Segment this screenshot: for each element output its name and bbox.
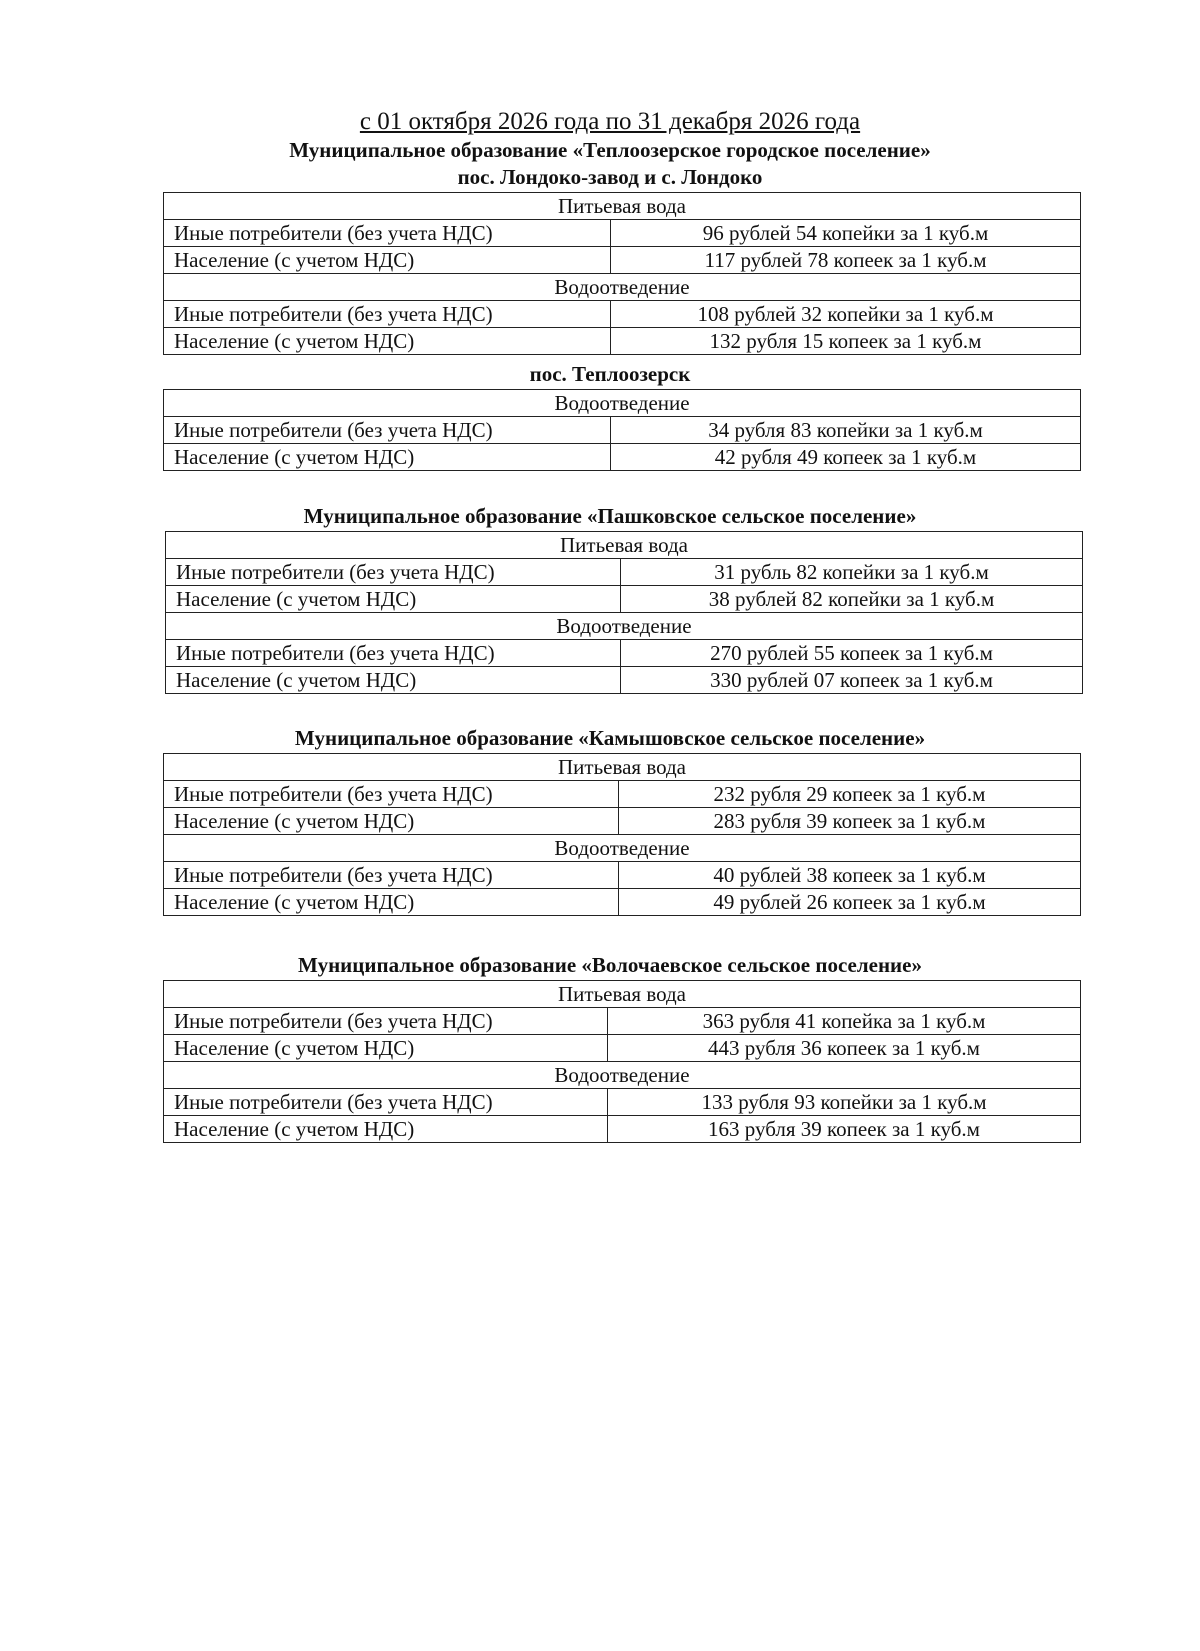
consumer-label: Иные потребители (без учета НДС) [164,862,619,889]
table-row [164,301,1081,328]
consumer-label: Иные потребители (без учета НДС) [164,220,611,247]
tariff-value: 443 рубля 36 копеек за 1 куб.м [608,1035,1081,1062]
consumer-label: Иные потребители (без учета НДС) [166,559,621,586]
tariff-value: 270 рублей 55 копеек за 1 куб.м [621,640,1083,667]
tariff-value: 34 рубля 83 копейки за 1 куб.м [611,417,1081,444]
section-wastewater: Водоотведение [164,835,1081,862]
consumer-label: Население (с учетом НДС) [164,1035,608,1062]
consumer-label: Население (с учетом НДС) [164,808,619,835]
section-drinking-water: Питьевая вода [164,193,1081,220]
section-wastewater: Водоотведение [164,1062,1081,1089]
tariff-table-kamyshovskoe [163,753,1081,916]
table-row [164,862,1081,889]
tariff-value: 42 рубля 49 копеек за 1 куб.м [611,444,1081,471]
tariff-value: 108 рублей 32 копейки за 1 куб.м [611,301,1081,328]
consumer-label: Иные потребители (без учета НДС) [164,301,611,328]
table-row [164,808,1081,835]
tariff-value: 40 рублей 38 копеек за 1 куб.м [619,862,1081,889]
consumer-label: Иные потребители (без учета НДС) [164,1089,608,1116]
consumer-label: Иные потребители (без учета НДС) [164,1008,608,1035]
block-title-pashkovskoe: Муниципальное образование «Пашковское сельское поселение» [303,504,917,528]
table-row [164,1008,1081,1035]
section-wastewater: Водоотведение [166,613,1083,640]
table-row [164,1035,1081,1062]
block-title-kamyshovskoe: Муниципальное образование «Камышовское сельское поселение» [294,726,926,750]
tariff-value: 163 рубля 39 копеек за 1 куб.м [608,1116,1081,1143]
consumer-label: Население (с учетом НДС) [166,586,621,613]
tariff-value: 38 рублей 82 копейки за 1 куб.м [621,586,1083,613]
section-drinking-water: Питьевая вода [164,981,1081,1008]
section-row [164,390,1081,417]
block-subtitle-londoko: пос. Лондоко-завод и с. Лондоко [457,165,763,189]
section-wastewater: Водоотведение [164,390,1081,417]
table-row [164,889,1081,916]
consumer-label: Население (с учетом НДС) [164,247,611,274]
tariff-value: 232 рубля 29 копеек за 1 куб.м [619,781,1081,808]
table-row [164,781,1081,808]
table-row [164,328,1081,355]
section-row [164,274,1081,301]
tariff-value: 330 рублей 07 копеек за 1 куб.м [621,667,1083,694]
tariff-value: 49 рублей 26 копеек за 1 куб.м [619,889,1081,916]
section-row [164,193,1081,220]
table-row [166,586,1083,613]
consumer-label: Иные потребители (без учета НДС) [166,640,621,667]
tariff-value: 117 рублей 78 копеек за 1 куб.м [611,247,1081,274]
tariff-value: 283 рубля 39 копеек за 1 куб.м [619,808,1081,835]
consumer-label: Иные потребители (без учета НДС) [164,781,619,808]
block-title-teploozerskoe: Муниципальное образование «Теплоозерское городское поселение» [289,138,931,162]
consumer-label: Население (с учетом НДС) [164,328,611,355]
section-row [164,754,1081,781]
table-row [164,247,1081,274]
consumer-label: Население (с учетом НДС) [166,667,621,694]
section-wastewater: Водоотведение [164,274,1081,301]
tariff-period: с 01 октября 2026 года по 31 декабря 2026 года [359,108,861,135]
consumer-label: Население (с учетом НДС) [164,1116,608,1143]
tariff-table-londoko [163,192,1081,355]
consumer-label: Население (с учетом НДС) [164,889,619,916]
table-row [166,667,1083,694]
section-row [166,613,1083,640]
table-row [164,444,1081,471]
tariff-value: 96 рублей 54 копейки за 1 куб.м [611,220,1081,247]
tariff-value: 363 рубля 41 копейка за 1 куб.м [608,1008,1081,1035]
tariff-value: 133 рубля 93 копейки за 1 куб.м [608,1089,1081,1116]
block-title-teploozersk: пос. Теплоозерск [529,362,691,386]
table-row [164,417,1081,444]
section-row [166,532,1083,559]
tariff-table-pashkovskoe [165,531,1083,694]
table-row [164,1089,1081,1116]
tariff-value: 132 рубля 15 копеек за 1 куб.м [611,328,1081,355]
tariff-table-volochaevskoe [163,980,1081,1143]
section-drinking-water: Питьевая вода [164,754,1081,781]
table-row [164,220,1081,247]
section-row [164,1062,1081,1089]
section-row [164,981,1081,1008]
consumer-label: Иные потребители (без учета НДС) [164,417,611,444]
tariff-value: 31 рубль 82 копейки за 1 куб.м [621,559,1083,586]
tariff-table-teploozersk [163,389,1081,471]
consumer-label: Население (с учетом НДС) [164,444,611,471]
block-title-volochaevskoe: Муниципальное образование «Волочаевское сельское поселение» [298,953,922,977]
table-row [166,559,1083,586]
table-row [164,1116,1081,1143]
section-row [164,835,1081,862]
section-drinking-water: Питьевая вода [166,532,1083,559]
table-row [166,640,1083,667]
